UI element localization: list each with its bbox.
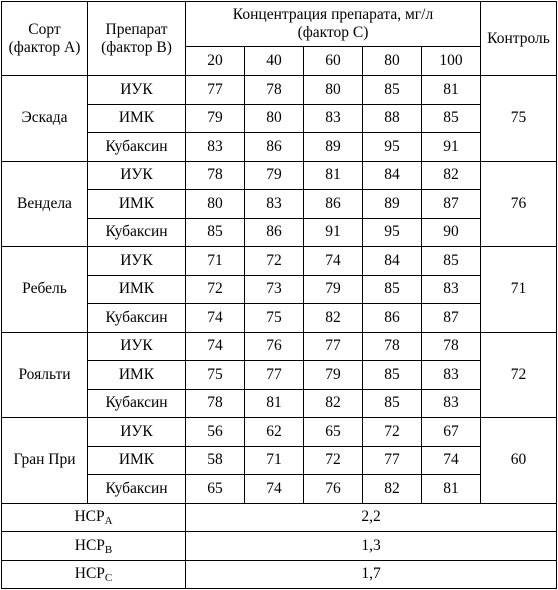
value-cell: 95 [363,218,422,247]
value-cell: 83 [422,275,481,304]
value-cell: 91 [304,218,363,247]
lsd-label [2,532,186,561]
value-cell: 72 [363,418,422,447]
control-value: 76 [481,161,557,247]
value-cell: 77 [186,76,245,105]
variety-name: Ребель [2,247,88,333]
value-cell: 75 [245,304,304,333]
value-cell: 80 [245,104,304,133]
value-cell: 74 [422,446,481,475]
lsd-label [2,503,186,532]
variety-name: Гран При [2,418,88,504]
value-cell: 83 [422,389,481,418]
header-conc-label: Концентрация препарата, мг/л [232,6,434,24]
value-cell: 74 [245,475,304,504]
lsd-label [2,560,186,589]
value-cell: 56 [186,418,245,447]
value-cell: 82 [422,161,481,190]
table-row [2,332,557,361]
value-cell: 82 [304,389,363,418]
table-row [2,247,557,276]
value-cell: 65 [304,418,363,447]
value-cell: 89 [304,133,363,162]
lsd-label-sub: C [104,572,113,585]
table-row [2,418,557,447]
lsd-row [2,560,557,589]
variety-name: Эскада [2,76,88,162]
preparation-name: Кубаксин [88,218,186,247]
header-sort-label: Сорт [28,20,61,38]
lsd-value: 1,3 [186,532,557,561]
value-cell: 77 [245,361,304,390]
value-cell: 85 [186,218,245,247]
table-body [2,76,557,589]
control-value: 72 [481,332,557,418]
value-cell: 79 [186,104,245,133]
value-cell: 83 [245,190,304,219]
preparation-name: ИМК [88,361,186,390]
preparation-name: ИУК [88,247,186,276]
header-row-1 [2,2,557,47]
value-cell: 78 [363,332,422,361]
header-conc-value: 60 [304,47,363,76]
value-cell: 85 [422,104,481,133]
value-cell: 81 [245,389,304,418]
preparation-name: ИМК [88,446,186,475]
value-cell: 88 [363,104,422,133]
value-cell: 83 [186,133,245,162]
header-conc-value: 100 [422,47,481,76]
value-cell: 87 [422,304,481,333]
value-cell: 82 [304,304,363,333]
header-prep [88,2,186,76]
value-cell: 78 [245,76,304,105]
header-control: Контроль [481,2,557,76]
lsd-label-sub: A [104,515,113,528]
value-cell: 83 [304,104,363,133]
lsd-value: 2,2 [186,503,557,532]
value-cell: 90 [422,218,481,247]
results-table [1,1,557,589]
lsd-label-base: НСР [74,536,105,554]
lsd-row [2,503,557,532]
preparation-name: Кубаксин [88,133,186,162]
value-cell: 58 [186,446,245,475]
value-cell: 74 [186,304,245,333]
value-cell: 78 [422,332,481,361]
value-cell: 85 [422,247,481,276]
preparation-name: ИМК [88,104,186,133]
value-cell: 77 [363,446,422,475]
value-cell: 85 [363,275,422,304]
value-cell: 80 [304,76,363,105]
preparation-name: ИМК [88,275,186,304]
value-cell: 71 [245,446,304,475]
preparation-name: ИУК [88,161,186,190]
header-sort-factor: (фактор А) [8,38,81,56]
preparation-name: ИМК [88,190,186,219]
preparation-name: ИУК [88,76,186,105]
value-cell: 84 [363,247,422,276]
lsd-label-base: НСР [74,508,105,526]
value-cell: 78 [186,389,245,418]
value-cell: 81 [422,475,481,504]
header-conc-value: 20 [186,47,245,76]
value-cell: 85 [363,76,422,105]
value-cell: 65 [186,475,245,504]
preparation-name: ИУК [88,332,186,361]
variety-name: Рояльти [2,332,88,418]
header-conc-factor: (фактор С) [297,24,369,41]
control-value: 75 [481,76,557,162]
preparation-name: Кубаксин [88,389,186,418]
value-cell: 62 [245,418,304,447]
value-cell: 77 [304,332,363,361]
header-conc-value: 40 [245,47,304,76]
value-cell: 74 [186,332,245,361]
value-cell: 89 [363,190,422,219]
value-cell: 79 [245,161,304,190]
preparation-name: Кубаксин [88,304,186,333]
value-cell: 73 [245,275,304,304]
header-conc [186,2,481,47]
value-cell: 85 [363,389,422,418]
lsd-row [2,532,557,561]
value-cell: 86 [245,133,304,162]
variety-name: Вендела [2,161,88,247]
value-cell: 82 [363,475,422,504]
value-cell: 91 [422,133,481,162]
value-cell: 76 [304,475,363,504]
lsd-label-sub: B [104,543,113,556]
value-cell: 72 [245,247,304,276]
preparation-name: ИУК [88,418,186,447]
table-row [2,161,557,190]
control-value: 71 [481,247,557,333]
value-cell: 86 [363,304,422,333]
value-cell: 72 [186,275,245,304]
value-cell: 95 [363,133,422,162]
value-cell: 71 [186,247,245,276]
value-cell: 86 [304,190,363,219]
value-cell: 79 [304,275,363,304]
value-cell: 84 [363,161,422,190]
lsd-value: 1,7 [186,560,557,589]
value-cell: 78 [186,161,245,190]
header-prep-factor: (фактор В) [101,38,172,56]
value-cell: 86 [245,218,304,247]
value-cell: 81 [422,76,481,105]
header-prep-label: Препарат [105,20,168,38]
header-sort [2,2,88,76]
value-cell: 75 [186,361,245,390]
value-cell: 76 [245,332,304,361]
value-cell: 85 [363,361,422,390]
value-cell: 74 [304,247,363,276]
value-cell: 79 [304,361,363,390]
value-cell: 80 [186,190,245,219]
value-cell: 83 [422,361,481,390]
value-cell: 67 [422,418,481,447]
table-row [2,76,557,105]
preparation-name: Кубаксин [88,475,186,504]
lsd-label-base: НСР [74,565,105,583]
value-cell: 81 [304,161,363,190]
header-conc-value: 80 [363,47,422,76]
value-cell: 87 [422,190,481,219]
control-value: 60 [481,418,557,504]
value-cell: 72 [304,446,363,475]
